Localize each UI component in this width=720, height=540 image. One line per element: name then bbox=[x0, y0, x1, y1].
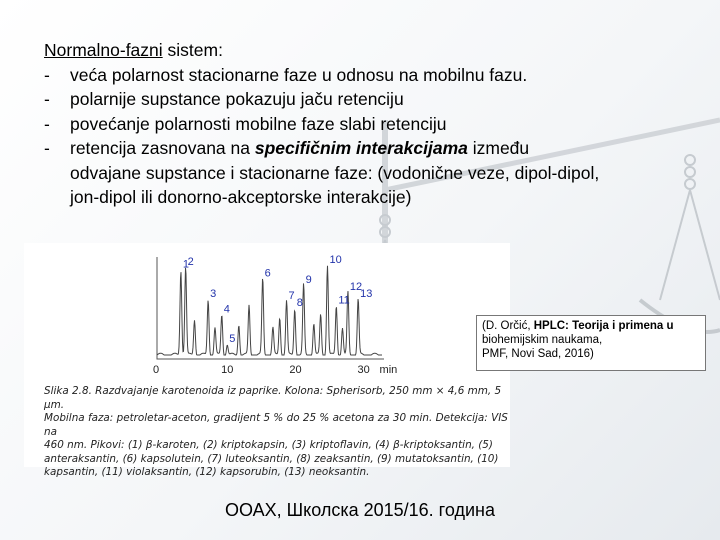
bullet-1 bbox=[44, 63, 714, 88]
caption-line: Mobilna faza: petroletar-aceton, gradijent 5 % do 25 % acetona za 30 min. Detekcija: VIS na bbox=[44, 412, 508, 438]
citation-text: , bbox=[598, 334, 603, 346]
peak-label: 12 bbox=[349, 281, 363, 293]
x-tick-label: 30 bbox=[357, 364, 370, 376]
chromatogram-figure bbox=[24, 243, 510, 478]
peak-label: 2 bbox=[187, 255, 194, 268]
bullet-marker: - bbox=[44, 64, 50, 85]
x-tick-label: 20 bbox=[289, 364, 302, 376]
peak-label: 10 bbox=[329, 254, 342, 266]
figure-caption bbox=[44, 385, 510, 480]
peak-label: 13 bbox=[360, 288, 373, 301]
slide-body bbox=[44, 38, 714, 210]
peak-label: 5 bbox=[229, 333, 236, 346]
slide-footer: ООАХ, Школска 2015/16. година bbox=[225, 500, 495, 520]
peak-label: 9 bbox=[305, 273, 312, 286]
caption-line: kapsantin, (11) violaksantin, (12) kapsorubin, (13) neoksantin. bbox=[44, 466, 370, 478]
bullet-text: između bbox=[467, 138, 530, 158]
bullet-emphasis: specifičnim interakcijama bbox=[254, 138, 468, 158]
citation-book-title: HPLC: Teorija i primena u bbox=[533, 320, 674, 332]
caption-line: anteraksantin, (6) kapsolutein, (7) luteoksantin, (8) zeaksantin, (9) mutatoksantin, (10) bbox=[44, 452, 499, 465]
peak-label: 4 bbox=[223, 303, 230, 316]
title-rest: sistem: bbox=[162, 40, 223, 60]
bullet-4 bbox=[44, 136, 714, 161]
citation-text: (D. Orčić, bbox=[482, 320, 534, 332]
slide-title bbox=[44, 38, 714, 63]
peak-label: 3 bbox=[210, 288, 217, 301]
title-underlined: Normalno-fazni bbox=[44, 40, 163, 60]
peak-label: 6 bbox=[264, 267, 271, 280]
bullet-text: povećanje polarnosti mobilne faze slabi retenciju bbox=[70, 113, 447, 134]
citation-text: biohemijskim naukama bbox=[482, 334, 599, 346]
citation-box bbox=[476, 315, 706, 371]
citation-text: PMF, Novi Sad, 2016) bbox=[482, 348, 594, 360]
bullet-3 bbox=[44, 112, 714, 137]
x-axis-label: min bbox=[379, 364, 398, 376]
bullet-2 bbox=[44, 87, 714, 112]
peak-label: 8 bbox=[296, 297, 303, 310]
bullet-text: veća polarnost stacionarne faze u odnosu na mobilnu fazu. bbox=[70, 64, 528, 85]
peak-label: 11 bbox=[338, 294, 350, 307]
bullet-4-continuation-1: odvajane supstance i stacionarne faze: (vodonične veze, dipol-dipol, bbox=[70, 162, 600, 183]
caption-line: Slika 2.8. Razdvajanje karotenoida iz paprike. Kolona: Spherisorb, 250 mm × 4,6 mm, 5 µm. bbox=[44, 385, 502, 411]
chromatogram-chart bbox=[24, 243, 510, 383]
peak-label: 7 bbox=[288, 290, 295, 302]
caption-line: 460 nm. Pikovi: (1) β-karoten, (2) kriptokapsin, (3) kriptoflavin, (4) β-kriptoksantin, (5) bbox=[44, 439, 493, 451]
x-tick-label: 10 bbox=[221, 364, 234, 376]
bullet-marker: - bbox=[44, 113, 50, 134]
bullet-text: polarnije supstance pokazuju jaču retenciju bbox=[70, 89, 404, 109]
bullet-marker: - bbox=[44, 138, 50, 158]
bullet-text: retencija zasnovana na bbox=[70, 138, 255, 158]
bullet-4-continuation-2: jon-dipol ili donorno-akceptorske interakcije) bbox=[70, 187, 412, 207]
x-tick-label: 0 bbox=[153, 364, 160, 376]
peak-label: 1 bbox=[182, 258, 189, 271]
bullet-marker: - bbox=[44, 89, 50, 109]
